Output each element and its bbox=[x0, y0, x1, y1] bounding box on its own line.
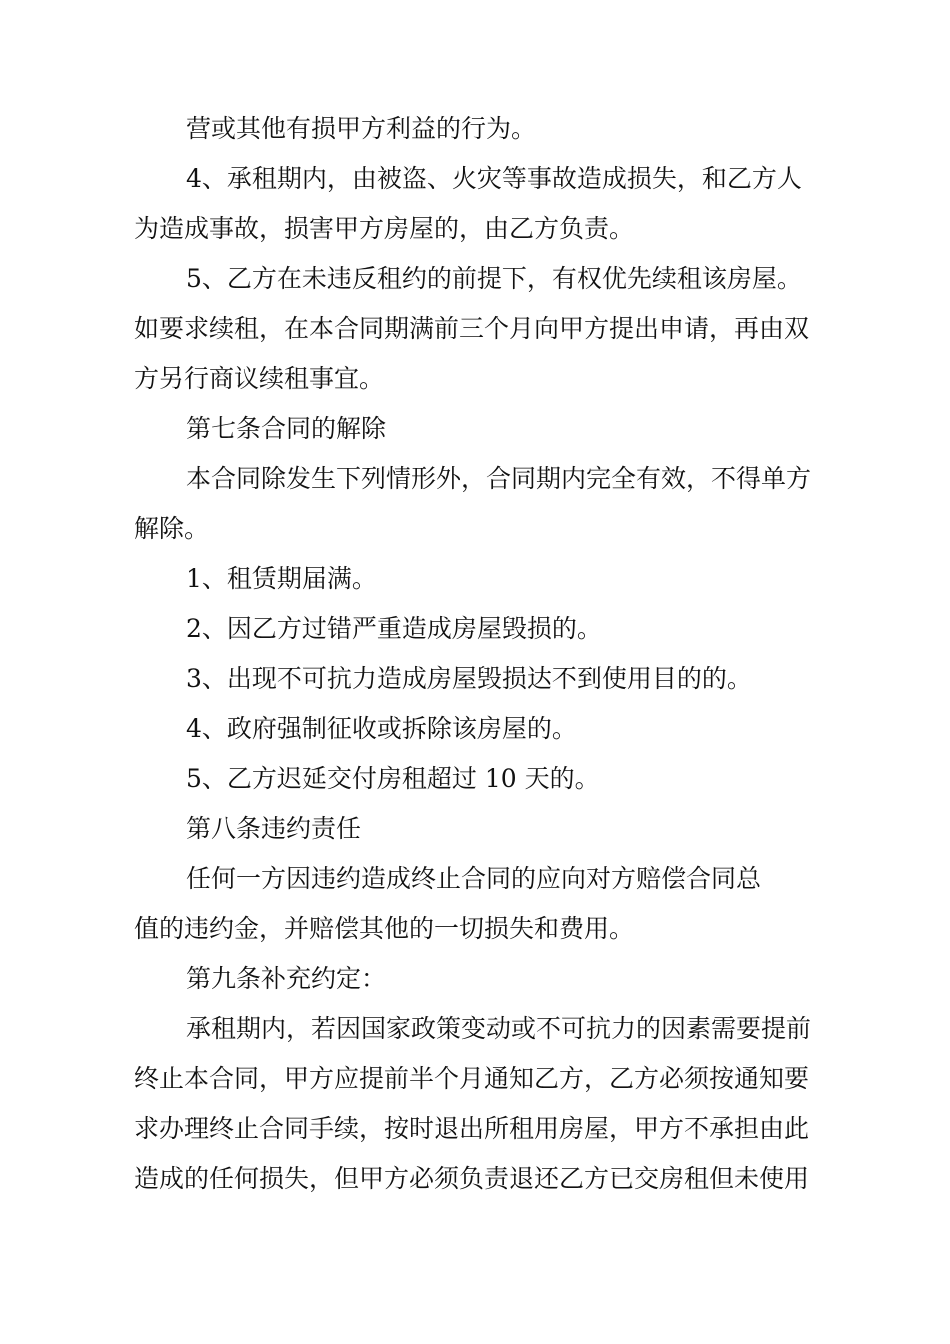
document-body bbox=[134, 104, 826, 1204]
paragraph-line: 承租期内，若因国家政策变动或不可抗力的因素需要提前 bbox=[186, 1014, 812, 1043]
list-item: 2、因乙方过错严重造成房屋毁损的。 bbox=[186, 614, 602, 643]
section-heading: 第七条合同的解除 bbox=[186, 414, 387, 443]
list-item: 1、租赁期届满。 bbox=[186, 564, 377, 593]
paragraph-line: 方另行商议续租事宜。 bbox=[134, 364, 385, 393]
paragraph-line: 本合同除发生下列情形外，合同期内完全有效，不得单方 bbox=[186, 464, 812, 493]
paragraph-line: 5、乙方在未违反租约的前提下，有权优先续租该房屋。 bbox=[186, 264, 802, 293]
paragraph-line: 终止本合同，甲方应提前半个月通知乙方，乙方必须按通知要 bbox=[134, 1064, 810, 1093]
paragraph-line: 造成的任何损失，但甲方必须负责退还乙方已交房租但未使用 bbox=[134, 1164, 810, 1193]
list-item: 3、出现不可抗力造成房屋毁损达不到使用目的的。 bbox=[186, 664, 752, 693]
section-heading: 第八条违约责任 bbox=[186, 814, 362, 843]
section-heading: 第九条补充约定： bbox=[186, 964, 387, 993]
list-item: 4、政府强制征收或拆除该房屋的。 bbox=[186, 714, 577, 743]
paragraph-line: 营或其他有损甲方利益的行为。 bbox=[186, 114, 537, 143]
paragraph-line: 4、承租期内，由被盗、火灾等事故造成损失，和乙方人 bbox=[186, 164, 802, 193]
list-item: 5、乙方迟延交付房租超过 10 天的。 bbox=[186, 764, 600, 793]
paragraph-line: 如要求续租，在本合同期满前三个月向甲方提出申请，再由双 bbox=[134, 314, 810, 343]
paragraph-line: 为造成事故，损害甲方房屋的，由乙方负责。 bbox=[134, 214, 635, 243]
paragraph-line: 任何一方因违约造成终止合同的应向对方赔偿合同总 bbox=[186, 864, 762, 893]
paragraph-line: 求办理终止合同手续，按时退出所租用房屋，甲方不承担由此 bbox=[134, 1114, 810, 1143]
paragraph-line: 值的违约金，并赔偿其他的一切损失和费用。 bbox=[134, 914, 635, 943]
paragraph-line: 解除。 bbox=[134, 514, 210, 543]
